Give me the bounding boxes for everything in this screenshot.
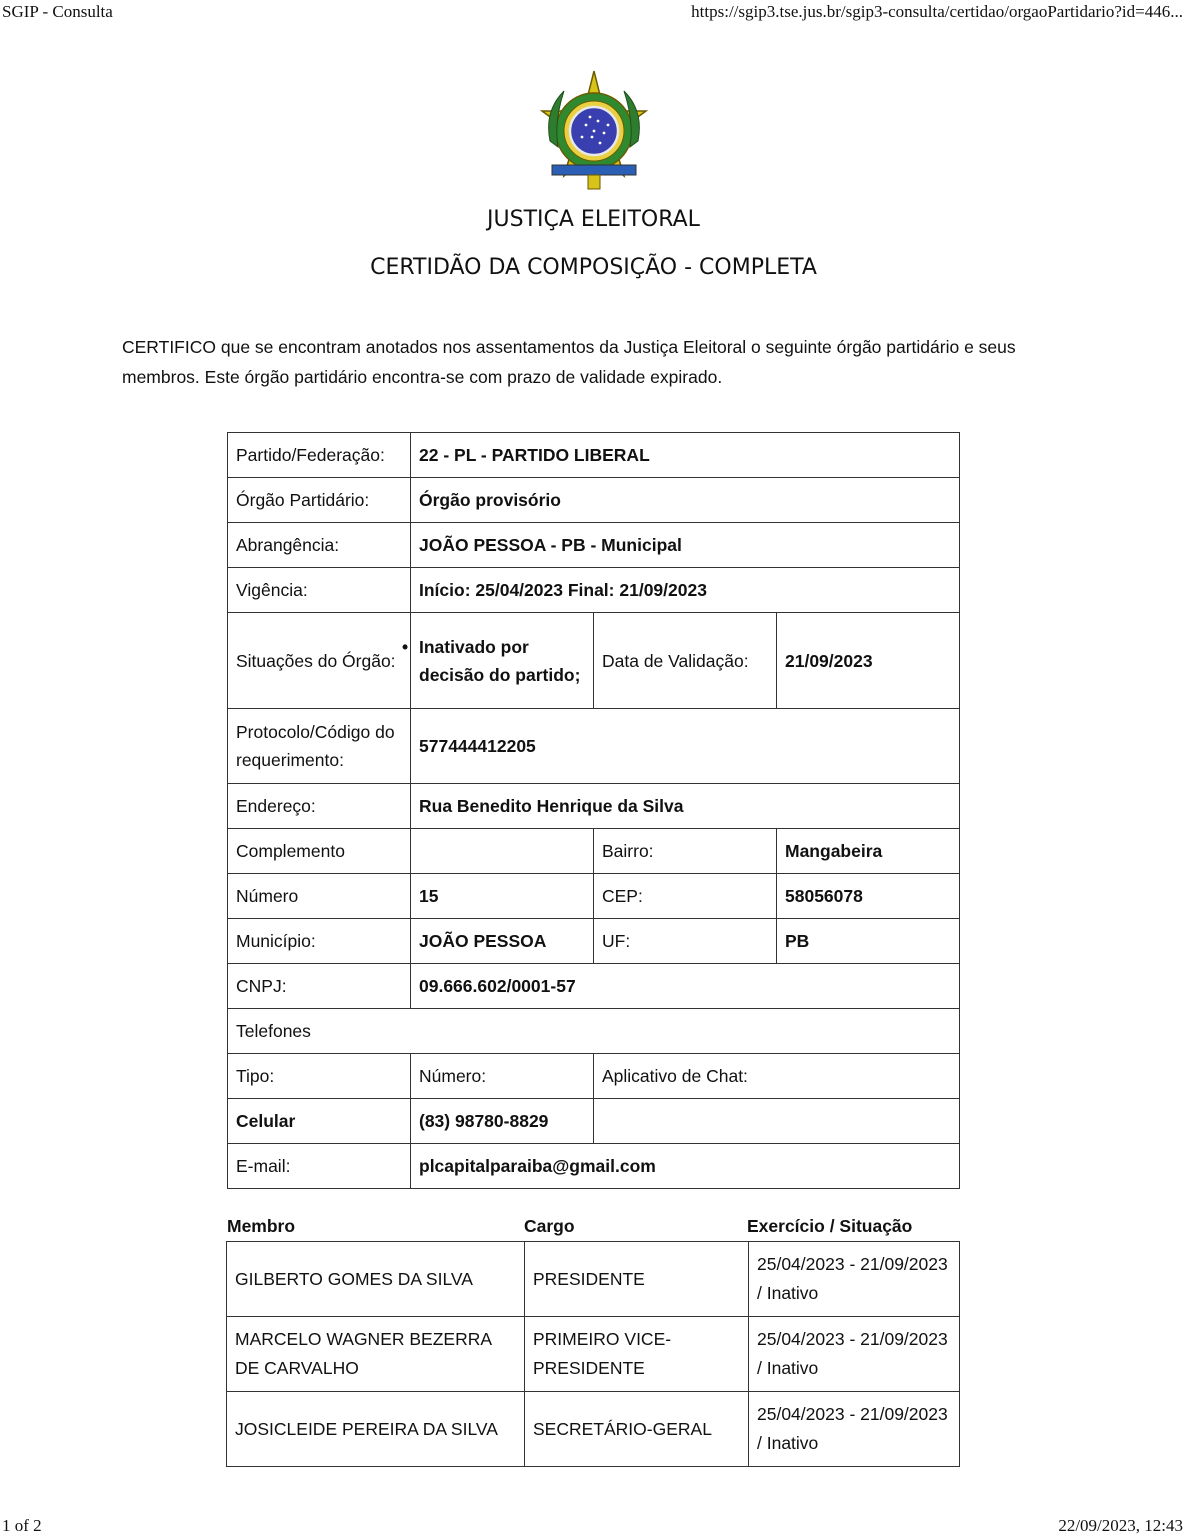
table-row [228,1054,960,1099]
member-status: 25/04/2023 - 21/09/2023 / Inativo [749,1392,960,1467]
bairro-value: Mangabeira [777,829,960,874]
table-row [228,784,960,829]
validacao-label: Data de Validação: [594,613,777,709]
table-row [228,829,960,874]
page-title: JUSTIÇA ELEITORAL [487,207,700,232]
table-row [228,919,960,964]
orgao-label: Órgão Partidário: [228,478,411,523]
cep-label: CEP: [594,874,777,919]
protocolo-value: 577444412205 [411,709,960,784]
complemento-value [411,829,594,874]
member-name: GILBERTO GOMES DA SILVA [227,1242,525,1317]
situacao-item: • Inativado por decisão do partido; [419,633,585,689]
telefones-heading: Telefones [228,1009,960,1054]
tel-numero: (83) 98780-8829 [411,1099,594,1144]
situacoes-cell [411,613,594,709]
numero-label: Número [228,874,411,919]
party-info-table [227,432,960,1189]
numero-value: 15 [411,874,594,919]
members-table-header [227,1216,960,1240]
member-role: SECRETÁRIO-GERAL [525,1392,749,1467]
table-row [228,1099,960,1144]
municipio-value: JOÃO PESSOA [411,919,594,964]
validacao-value: 21/09/2023 [777,613,960,709]
table-row [228,1144,960,1189]
table-row [228,523,960,568]
browser-url[interactable]: https://sgip3.tse.jus.br/sgip3-consulta/certidao/orgaoPartidario?id=446... [691,2,1183,21]
table-row [228,709,960,784]
table-row [227,1317,960,1392]
vigencia-value: Início: 25/04/2023 Final: 21/09/2023 [411,568,960,613]
cep-value: 58056078 [777,874,960,919]
table-row [228,478,960,523]
member-status: 25/04/2023 - 21/09/2023 / Inativo [749,1242,960,1317]
member-name: MARCELO WAGNER BEZERRA DE CARVALHO [227,1317,525,1392]
coat-of-arms-icon [531,68,657,194]
print-timestamp: 22/09/2023, 12:43 [1058,1516,1183,1535]
bairro-label: Bairro: [594,829,777,874]
table-row [228,874,960,919]
cnpj-label: CNPJ: [228,964,411,1009]
uf-label: UF: [594,919,777,964]
member-status: 25/04/2023 - 21/09/2023 / Inativo [749,1317,960,1392]
cargo-header: Cargo [524,1216,575,1236]
table-row [228,1009,960,1054]
situacoes-label: Situações do Órgão: [228,613,411,709]
table-row [227,1392,960,1467]
member-name: JOSICLEIDE PEREIRA DA SILVA [227,1392,525,1467]
membro-header: Membro [227,1216,296,1236]
endereco-label: Endereço: [228,784,411,829]
email-label: E-mail: [228,1144,411,1189]
endereco-value: Rua Benedito Henrique da Silva [411,784,960,829]
member-role: PRIMEIRO VICE-PRESIDENTE [525,1317,749,1392]
situacao-header: Exercício / Situação [747,1216,913,1236]
table-row [228,613,960,709]
uf-value: PB [777,919,960,964]
members-table [226,1241,960,1467]
chat-label: Aplicativo de Chat: [594,1054,960,1099]
page-subtitle: CERTIDÃO DA COMPOSIÇÃO - COMPLETA [370,255,817,280]
table-row [227,1242,960,1317]
vigencia-label: Vigência: [228,568,411,613]
cnpj-value: 09.666.602/0001-57 [411,964,960,1009]
protocolo-label: Protocolo/Código do requerimento: [228,709,411,784]
page-number: 1 of 2 [2,1516,42,1535]
municipio-label: Município: [228,919,411,964]
partido-value: 22 - PL - PARTIDO LIBERAL [411,433,960,478]
complemento-label: Complemento [228,829,411,874]
table-row [228,433,960,478]
abrangencia-label: Abrangência: [228,523,411,568]
tel-tipo: Celular [228,1099,411,1144]
email-value: plcapitalparaiba@gmail.com [411,1144,960,1189]
abrangencia-value: JOÃO PESSOA - PB - Municipal [411,523,960,568]
numero-tel-label: Número: [411,1054,594,1099]
tel-chat [594,1099,960,1144]
orgao-value: Órgão provisório [411,478,960,523]
table-row [228,568,960,613]
partido-label: Partido/Federação: [228,433,411,478]
member-role: PRESIDENTE [525,1242,749,1317]
table-row [228,964,960,1009]
certification-text: CERTIFICO que se encontram anotados nos assentamentos da Justiça Eleitoral o seguinte órgão partidário e seus membros. Este órgão partidário encontra-se com prazo de validade expirado. [122,337,1016,387]
tipo-label: Tipo: [228,1054,411,1099]
browser-page-title: SGIP - Consulta [2,2,113,21]
